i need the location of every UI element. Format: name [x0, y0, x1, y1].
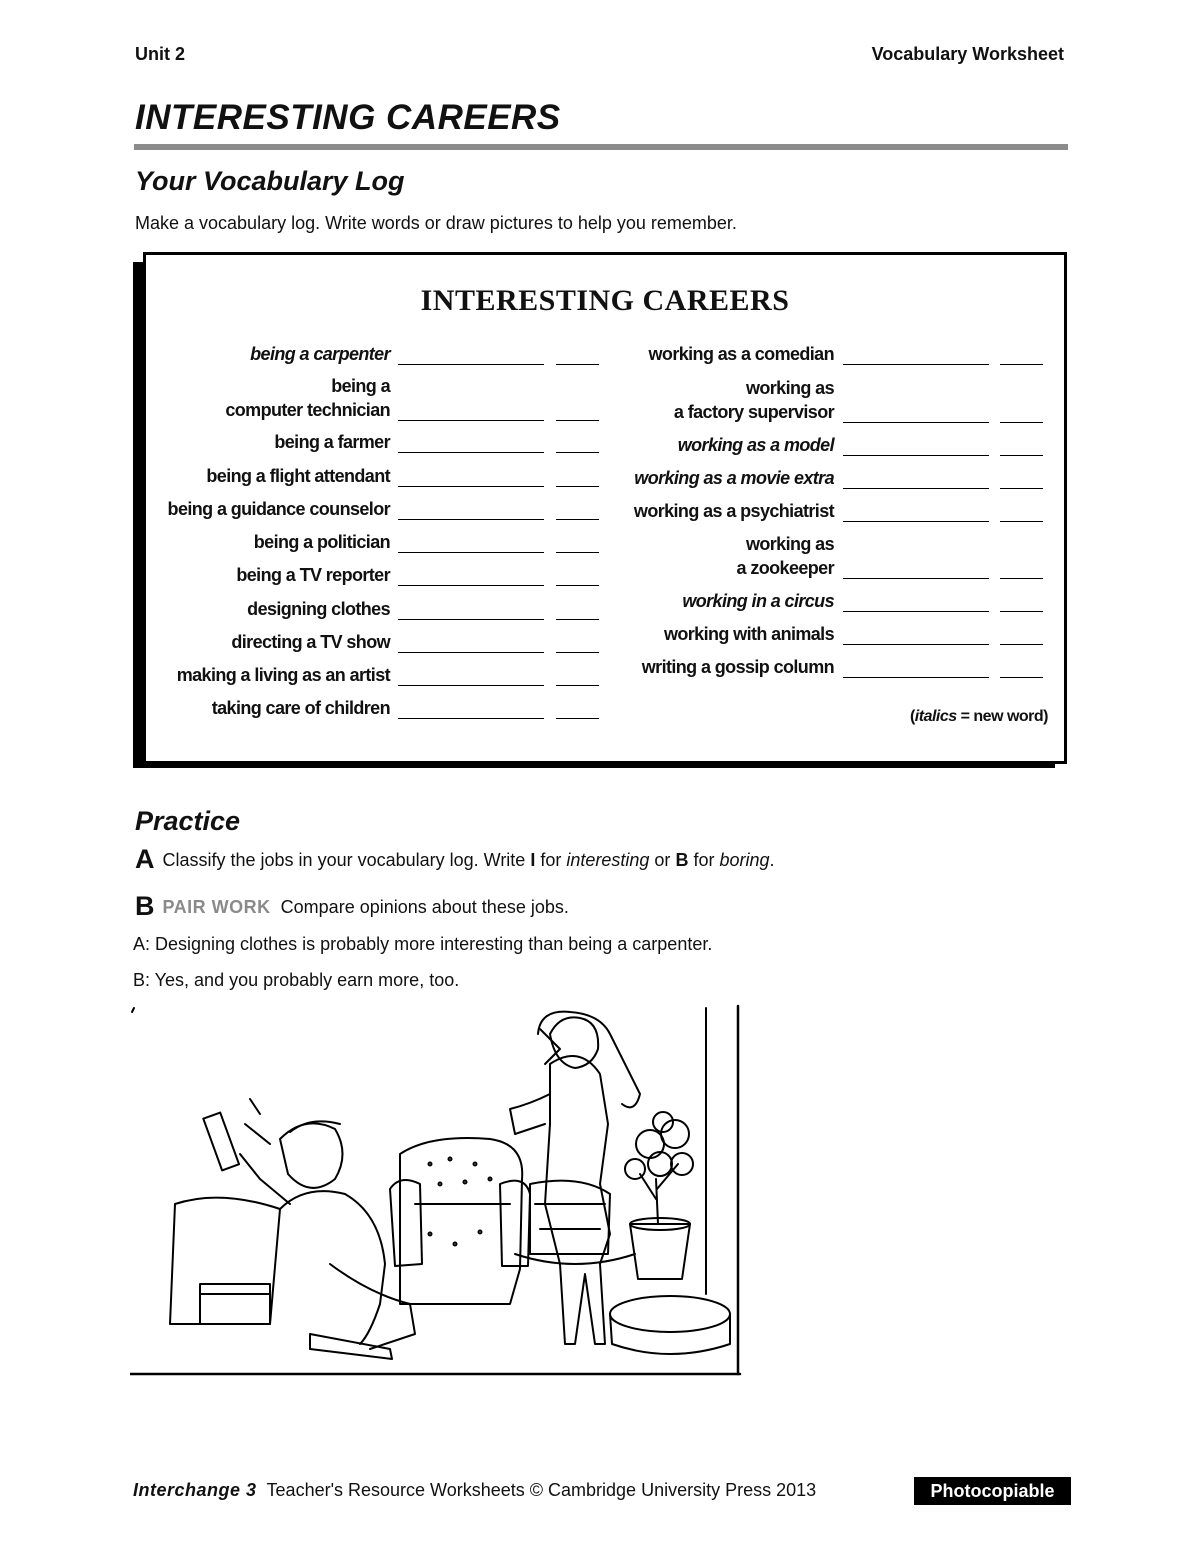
- answer-blank-rating[interactable]: [1000, 644, 1043, 645]
- vocab-term-line: working as a comedian: [648, 344, 834, 364]
- answer-blank-word[interactable]: [843, 455, 989, 456]
- answer-blank-word[interactable]: [843, 611, 989, 612]
- vocab-term-line: being a TV reporter: [236, 565, 390, 585]
- legend-italic-word: italics: [914, 708, 957, 725]
- answer-blank-word[interactable]: [843, 422, 989, 423]
- right-vocab-item: [0, 622, 1200, 646]
- footer-credit: [133, 1480, 816, 1501]
- vocab-term-line: being a carpenter: [250, 344, 390, 364]
- right-vocab-item: [0, 342, 1200, 366]
- right-vocab-item: [0, 655, 1200, 679]
- vocab-term-line: designing clothes: [247, 599, 390, 619]
- cartoon-illustration: [130, 1004, 742, 1380]
- vocab-term-line: working with animals: [663, 624, 834, 644]
- side-table: [610, 1296, 730, 1354]
- fashion-designer: [510, 1012, 640, 1344]
- vocab-term-line: being a politician: [253, 532, 390, 552]
- vocab-term: [737, 532, 834, 580]
- vocab-term-line: working as: [745, 378, 834, 398]
- step-a: A Classify the jobs in your vocabulary log. Write I for interesting or B for boring.: [135, 844, 775, 874]
- example-line-b: B: Yes, and you probably earn more, too.: [133, 970, 460, 990]
- answer-blank-rating[interactable]: [1000, 521, 1043, 522]
- vocab-term: [682, 589, 834, 613]
- vocab-term-line: working in a circus: [682, 591, 834, 611]
- vocab-term: [634, 499, 834, 523]
- vocab-term: [674, 376, 834, 424]
- vocab-term-line: working as: [745, 534, 834, 554]
- answer-blank-rating[interactable]: [556, 585, 599, 586]
- answer-blank-word[interactable]: [843, 578, 989, 579]
- worksheet-type: Vocabulary Worksheet: [871, 44, 1064, 64]
- answer-blank-rating[interactable]: [1000, 578, 1043, 579]
- vocab-term-line: working as a psychiatrist: [633, 501, 834, 521]
- vocab-log-heading: Your Vocabulary Log: [135, 166, 405, 196]
- answer-blank-word[interactable]: [398, 619, 544, 620]
- room-frame: [130, 1006, 740, 1374]
- vocab-term-line: working as a movie extra: [634, 468, 834, 488]
- right-vocab-item: [0, 532, 1200, 580]
- answer-blank-rating[interactable]: [1000, 488, 1043, 489]
- step-b-letter: B: [135, 891, 155, 921]
- step-a-letter: A: [135, 844, 155, 874]
- answer-blank-word[interactable]: [843, 644, 989, 645]
- answer-blank-rating[interactable]: [1000, 455, 1043, 456]
- example-line-a: A: Designing clothes is probably more interesting than being a carpenter.: [133, 934, 713, 954]
- vocab-term: [664, 622, 834, 646]
- answer-blank-rating[interactable]: [556, 652, 599, 653]
- carpenter: [170, 1099, 415, 1359]
- right-vocab-item: [0, 466, 1200, 490]
- legend-text: = new word): [956, 708, 1048, 725]
- vocab-term-line: taking care of children: [211, 698, 390, 718]
- vocab-log-instructions: Make a vocabulary log. Write words or draw pictures to help you remember.: [135, 213, 737, 233]
- vocab-term-line: being a farmer: [274, 432, 390, 452]
- answer-blank-word[interactable]: [398, 718, 544, 719]
- vocab-term-line: computer technician: [225, 400, 390, 420]
- vocab-term: [634, 466, 834, 490]
- vocab-term-line: a factory supervisor: [673, 402, 834, 422]
- vocab-term-line: directing a TV show: [231, 632, 390, 652]
- right-vocab-item: [0, 433, 1200, 457]
- answer-blank-rating[interactable]: [1000, 677, 1043, 678]
- answer-blank-rating[interactable]: [556, 685, 599, 686]
- vocab-term: [649, 342, 834, 366]
- page-title: INTERESTING CAREERS: [135, 98, 561, 137]
- answer-blank-word[interactable]: [398, 585, 544, 586]
- right-vocab-item: [0, 376, 1200, 424]
- vocab-term-line: being a: [331, 376, 390, 396]
- answer-blank-rating[interactable]: [1000, 364, 1043, 365]
- answer-blank-rating[interactable]: [1000, 611, 1043, 612]
- vocab-term-line: working as a model: [677, 435, 834, 455]
- vocab-term: [212, 696, 390, 720]
- photocopiable-badge: Photocopiable: [914, 1477, 1071, 1505]
- step-b: BPAIR WORK Compare opinions about these jobs.: [135, 891, 569, 921]
- answer-blank-word[interactable]: [398, 685, 544, 686]
- practice-heading: Practice: [135, 806, 241, 836]
- pair-work-label: PAIR WORK: [162, 897, 271, 917]
- unit-label: Unit 2: [135, 44, 186, 64]
- answer-blank-rating[interactable]: [556, 619, 599, 620]
- vocab-term-line: being a guidance counselor: [167, 499, 390, 519]
- vocab-term: [678, 433, 834, 457]
- right-vocab-item: [0, 499, 1200, 523]
- title-rule: [134, 144, 1068, 150]
- vocab-box-title: INTERESTING CAREERS: [420, 284, 790, 317]
- answer-blank-word[interactable]: [843, 488, 989, 489]
- vocab-term-line: writing a gossip column: [641, 657, 834, 677]
- copyright-text: Teacher's Resource Worksheets © Cambridge University Press 2013: [266, 1480, 817, 1500]
- book-title: Interchange 3: [133, 1480, 257, 1500]
- answer-blank-rating[interactable]: [1000, 422, 1043, 423]
- answer-blank-word[interactable]: [843, 364, 989, 365]
- answer-blank-rating[interactable]: [556, 718, 599, 719]
- vocab-term: [642, 655, 834, 679]
- vocab-term-line: making a living as an artist: [176, 665, 390, 685]
- answer-blank-word[interactable]: [843, 521, 989, 522]
- legend: (italics = new word): [909, 708, 1048, 725]
- answer-blank-word[interactable]: [398, 652, 544, 653]
- vocab-term-line: a zookeeper: [736, 558, 834, 578]
- right-vocab-item: [0, 589, 1200, 613]
- vocab-term-line: being a flight attendant: [206, 466, 390, 486]
- armchair: [390, 1138, 530, 1304]
- answer-blank-word[interactable]: [843, 677, 989, 678]
